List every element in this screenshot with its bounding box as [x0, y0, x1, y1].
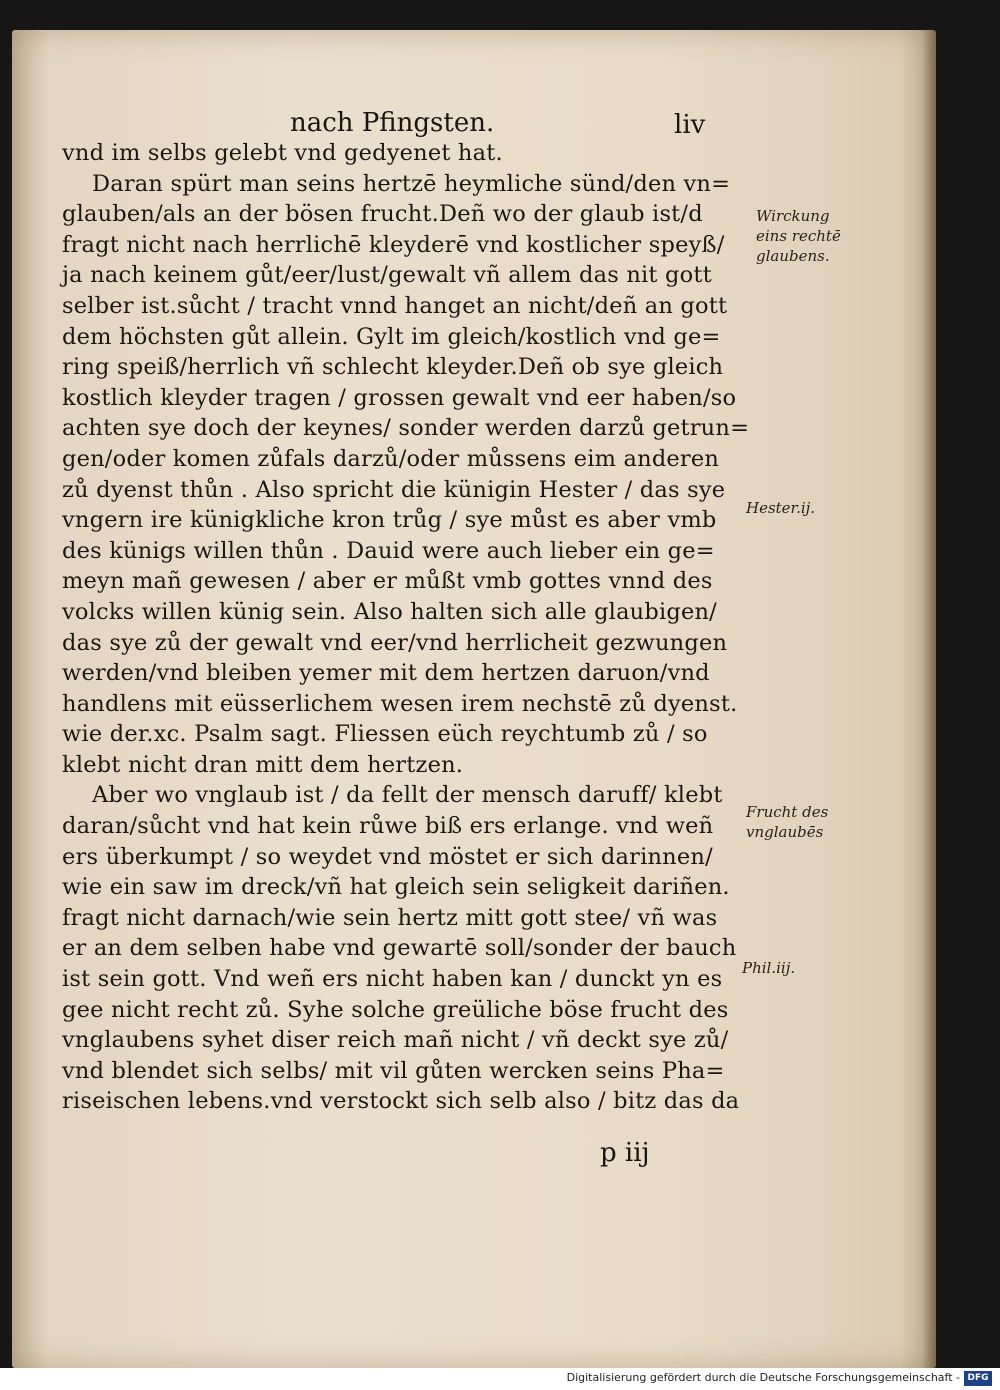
text-line: vnd im selbs gelebt vnd gedyenet hat. [62, 140, 503, 166]
footer-bar [0, 1368, 1000, 1390]
text-line: zů dyenst thůn . Also spricht die künigin Hester / das sye [62, 476, 726, 503]
text-line: gee nicht recht zů. Syhe solche greüliche böse frucht des [62, 996, 729, 1023]
text-line: selber ist.sůcht / tracht vnnd hanget an nicht/deñ an gott [62, 292, 728, 319]
marginal-note-line: vnglaubēs [746, 823, 824, 841]
marginal-note-line: glaubens. [756, 247, 830, 265]
marginal-note-frucht [746, 802, 828, 842]
text-line: des künigs willen thůn . Dauid were auch lieber ein ge= [62, 537, 715, 564]
text-line: fragt nicht nach herrlichē kleyderē vnd kostlicher speyß/ [62, 231, 725, 258]
marginal-note-phil: Phil.iij. [742, 959, 796, 977]
dfg-logo-icon: DFG [964, 1371, 992, 1386]
text-line: dem höchsten gůt allein. Gylt im gleich/kostlich vnd ge= [62, 323, 721, 350]
text-line: Daran spürt man seins hertzē heymliche sünd/den vn= [92, 170, 731, 197]
text-line: fragt nicht darnach/wie sein hertz mitt gott stee/ vñ was [62, 904, 718, 931]
text-line: wie ein saw im dreck/vñ hat gleich sein seligkeit dariñen. [62, 874, 730, 901]
text-line: ring speiß/herrlich vñ schlecht kleyder.Deñ ob sye gleich [62, 354, 724, 381]
text-line: kostlich kleyder tragen / grossen gewalt vnd eer haben/so [62, 384, 737, 411]
text-line: werden/vnd bleiben yemer mit dem hertzen daruon/vnd [62, 660, 710, 687]
text-line: Aber wo vnglaub ist / da fellt der mensch daruff/ klebt [92, 782, 723, 809]
text-line: glauben/als an der bösen frucht.Deñ wo der glaub ist/d [62, 201, 703, 228]
marginal-note-line: eins rechtē [756, 227, 841, 245]
text-line: ers überkumpt / so weydet vnd möstet er sich darinnen/ [62, 843, 713, 870]
text-line: klebt nicht dran mitt dem hertzen. [62, 751, 464, 778]
text-line: wie der.xc. Psalm sagt. Fliessen eüch reychtumb zů / so [62, 721, 708, 748]
page-edge-shadow [922, 30, 936, 1368]
running-title: nach Pfingsten. [290, 108, 495, 138]
text-line: ja nach keinem gůt/eer/lust/gewalt vñ allem das nit gott [62, 262, 712, 289]
body-text [62, 138, 752, 1117]
book-page [12, 30, 936, 1368]
footer-credit: Digitalisierung gefördert durch die Deutsche Forschungsgemeinschaft - [566, 1371, 960, 1384]
text-line: vngern ire künigkliche kron trůg / sye můst es aber vmb [62, 507, 717, 534]
text-line: ist sein gott. Vnd weñ ers nicht haben kan / dunckt yn es [62, 966, 723, 993]
text-line: vnd blendet sich selbs/ mit vil gůten wercken seins Pha= [62, 1057, 725, 1084]
text-line: handlens mit eüsserlichem wesen irem nechstē zů dyenst. [62, 690, 738, 717]
text-line: meyn mañ gewesen / aber er můßt vmb gottes vnnd des [62, 568, 713, 595]
text-line: vnglaubens syhet diser reich mañ nicht / vñ deckt sye zů/ [62, 1027, 729, 1054]
marginal-note-hester: Hester.ij. [746, 499, 816, 517]
marginal-note-line: Wirckung [756, 207, 830, 225]
text-line: er an dem selben habe vnd gewartē soll/sonder der bauch [62, 935, 737, 962]
marginal-note-wirckung [756, 206, 841, 266]
marginal-note-line: Frucht des [746, 803, 829, 821]
text-line: volcks willen künig sein. Also halten sich alle glaubigen/ [62, 598, 717, 625]
signature-mark: p iij [600, 1138, 650, 1168]
text-line: daran/sůcht vnd hat kein růwe biß ers erlange. vnd weñ [62, 813, 714, 840]
text-line: riseischen lebens.vnd verstockt sich selb also / bitz das da [62, 1088, 740, 1115]
text-line: achten sye doch der keynes/ sonder werden darzů getrun= [62, 415, 750, 442]
text-line: gen/oder komen zůfals darzů/oder můssens eim anderen [62, 445, 720, 472]
text-line: das sye zů der gewalt vnd eer/vnd herrlicheit gezwungen [62, 629, 728, 656]
folio-number: liv [674, 110, 706, 140]
